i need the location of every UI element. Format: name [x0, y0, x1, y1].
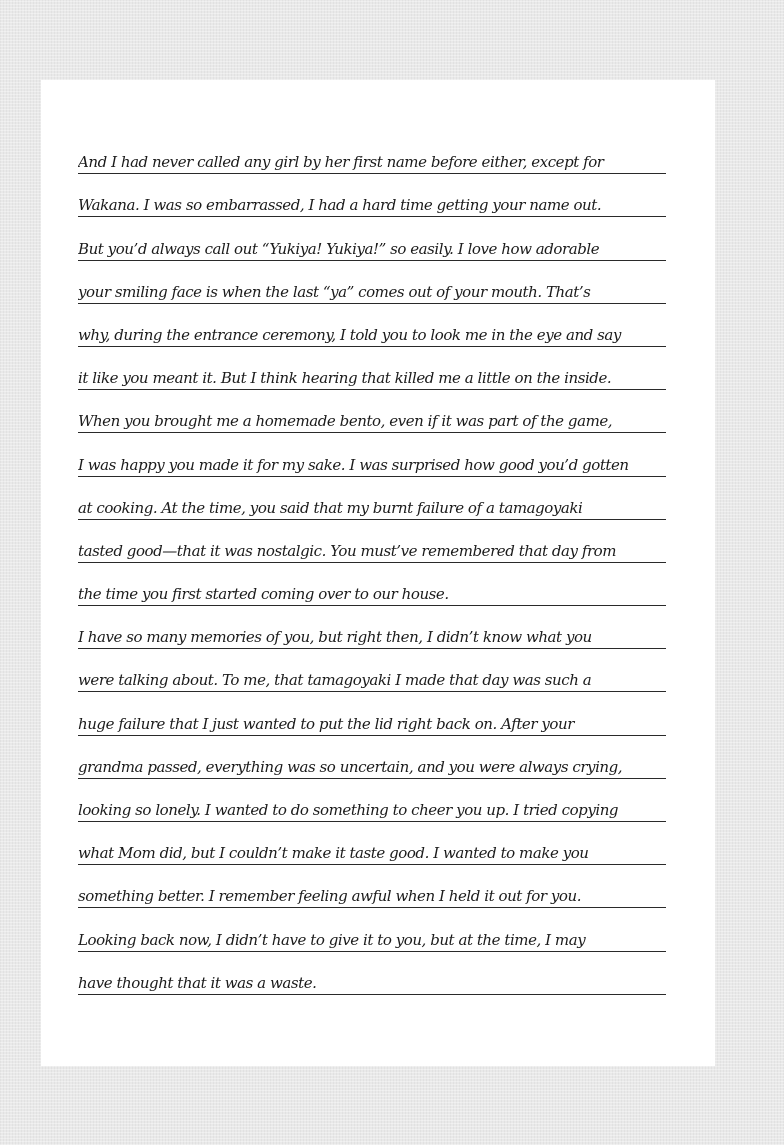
line-text: the time you first started coming over to our house. [78, 585, 449, 604]
line-text: tasted good—that it was nostalgic. You must’ve remembered that day from [78, 541, 617, 560]
line-text: were talking about. To me, that tamagoyaki I made that day was such a [78, 671, 592, 690]
line-text: But you’d always call out “Yukiya! Yukiya!” so easily. I love how adorable [78, 239, 600, 258]
letter-line [78, 563, 666, 606]
line-text: why, during the entrance ceremony, I told you to look me in the eye and say [78, 325, 621, 344]
letter-line [78, 174, 666, 217]
letter-line [78, 952, 666, 995]
letter-line [78, 304, 666, 347]
letter-line [78, 131, 666, 174]
letter-line [78, 692, 666, 735]
line-text: something better. I remember feeling awful when I held it out for you. [78, 887, 582, 906]
line-text: When you brought me a homemade bento, even if it was part of the game, [78, 412, 613, 431]
line-text: Looking back now, I didn’t have to give it to you, but at the time, I may [78, 930, 586, 949]
line-text: looking so lonely. I wanted to do something to cheer you up. I tried copying [78, 801, 619, 819]
letter-line [78, 649, 666, 692]
letter-line [78, 779, 666, 822]
line-text: what Mom did, but I couldn’t make it taste good. I wanted to make you [78, 844, 589, 863]
letter-line [78, 865, 666, 908]
line-text: grandma passed, everything was so uncertain, and you were always crying, [78, 757, 623, 776]
letter-line [78, 736, 666, 779]
letter-lines [78, 131, 666, 995]
line-text: And I had never called any girl by her first name before either, except for [78, 153, 604, 172]
letter-line [78, 217, 666, 260]
letter-line [78, 433, 666, 476]
line-text: huge failure that I just wanted to put the lid right back on. After your [78, 714, 574, 733]
line-text: I was happy you made it for my sake. I was surprised how good you’d gotten [78, 455, 629, 474]
letter-line [78, 822, 666, 865]
letter-line [78, 261, 666, 304]
letter-line [78, 520, 666, 563]
line-text: Wakana. I was so embarrassed, I had a hard time getting your name out. [78, 196, 602, 215]
line-text: have thought that it was a waste. [78, 973, 317, 992]
letter-line [78, 908, 666, 951]
line-text: your smiling face is when the last “ya” comes out of your mouth. That’s [78, 282, 591, 301]
letter-line [78, 390, 666, 433]
line-text: I have so many memories of you, but right then, I didn’t know what you [78, 628, 592, 647]
line-text: at cooking. At the time, you said that my burnt failure of a tamagoyaki [78, 498, 583, 517]
line-text: it like you meant it. But I think hearing that killed me a little on the inside. [78, 369, 612, 388]
letter-line [78, 477, 666, 520]
letter-page [41, 80, 715, 1066]
letter-line [78, 606, 666, 649]
letter-line [78, 347, 666, 390]
